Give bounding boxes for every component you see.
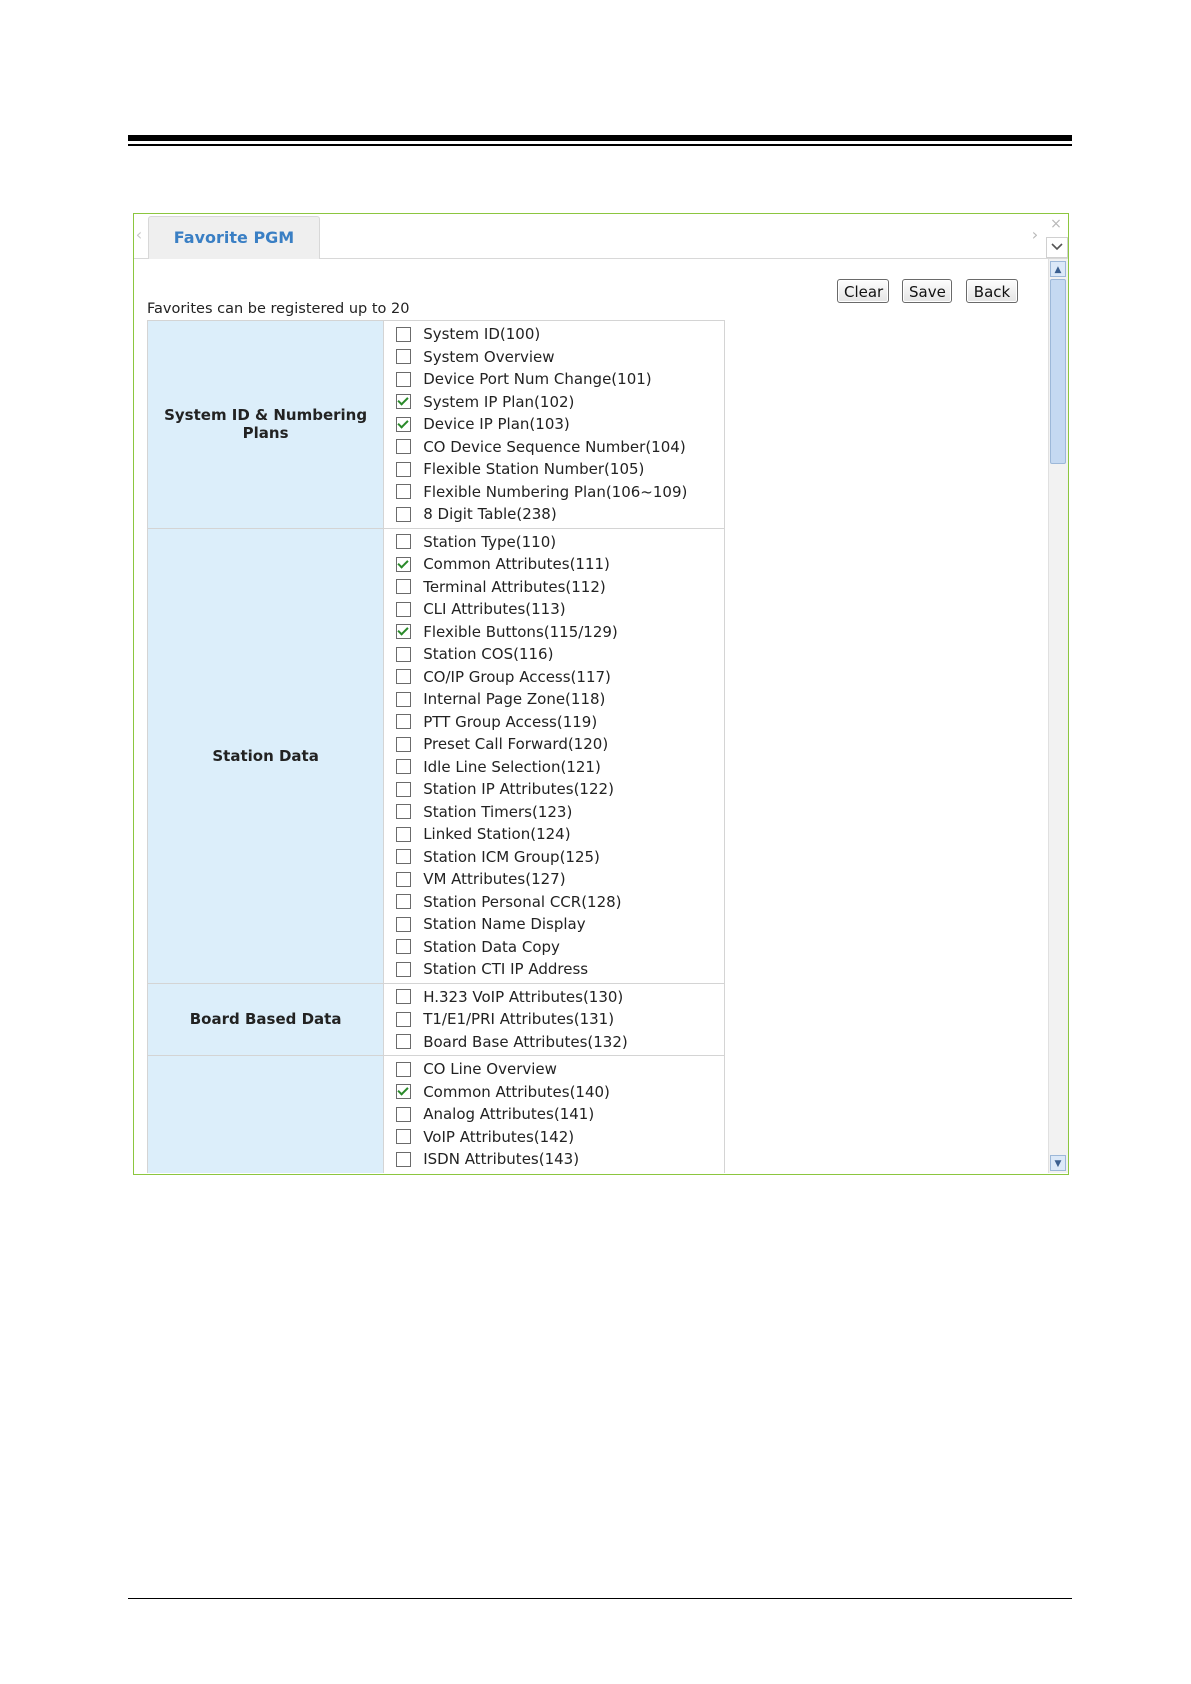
checkbox-checked[interactable] — [396, 624, 411, 639]
favorite-item-label: CLI Attributes(113) — [423, 600, 566, 619]
tab-bar — [134, 214, 1068, 259]
category-items — [384, 528, 725, 983]
favorite-item-label: Internal Page Zone(118) — [423, 690, 606, 709]
favorite-item-label: System Overview — [423, 347, 555, 366]
scroll-up-icon[interactable]: ▲ — [1050, 261, 1066, 277]
favorite-item[interactable] — [384, 711, 724, 734]
checkbox[interactable] — [396, 759, 411, 774]
category-row — [148, 983, 725, 1056]
category-row — [148, 528, 725, 983]
favorite-item[interactable] — [384, 666, 724, 689]
favorite-item[interactable] — [384, 323, 724, 346]
close-icon[interactable]: × — [1050, 216, 1062, 232]
tab-scroll-right-icon[interactable]: › — [1031, 225, 1039, 244]
favorite-item[interactable] — [384, 368, 724, 391]
favorite-item[interactable] — [384, 823, 724, 846]
category-label: Board Based Data — [148, 983, 384, 1056]
checkbox[interactable] — [396, 1107, 411, 1122]
favorite-item-label: Device IP Plan(103) — [423, 415, 570, 434]
footer-rule — [128, 1598, 1072, 1599]
checkbox[interactable] — [396, 1129, 411, 1144]
tab-list-dropdown-icon[interactable] — [1046, 237, 1068, 258]
checkbox[interactable] — [396, 894, 411, 909]
favorite-item-label: Station CTI IP Address — [423, 960, 589, 979]
favorite-item-label: ISDN Attributes(143) — [423, 1150, 580, 1169]
favorite-item-label: Linked Station(124) — [423, 825, 571, 844]
favorite-item[interactable] — [384, 531, 724, 554]
favorite-item[interactable] — [384, 458, 724, 481]
checkbox[interactable] — [396, 484, 411, 499]
checkbox-checked[interactable] — [396, 417, 411, 432]
category-items — [384, 983, 725, 1056]
favorite-item-label: Station Data Copy — [423, 937, 560, 956]
checkbox-checked[interactable] — [396, 394, 411, 409]
favorite-pgm-window — [133, 213, 1069, 1175]
favorite-item-label: Device Port Num Change(101) — [423, 370, 652, 389]
chevron-down-icon — [1051, 243, 1063, 251]
favorite-item-label: Station Personal CCR(128) — [423, 892, 622, 911]
checkbox[interactable] — [396, 439, 411, 454]
favorite-item[interactable] — [384, 936, 724, 959]
favorite-item-label: Flexible Station Number(105) — [423, 460, 645, 479]
checkbox[interactable] — [396, 349, 411, 364]
favorite-item-label: Terminal Attributes(112) — [423, 577, 606, 596]
favorite-item-label: Flexible Numbering Plan(106~109) — [423, 482, 688, 501]
checkbox[interactable] — [396, 804, 411, 819]
back-button[interactable]: Back — [966, 279, 1018, 303]
favorite-item[interactable] — [384, 643, 724, 666]
checkbox[interactable] — [396, 827, 411, 842]
favorite-item[interactable] — [384, 958, 724, 981]
checkbox[interactable] — [396, 737, 411, 752]
favorite-item[interactable] — [384, 1103, 724, 1126]
header-rule-thin — [128, 144, 1072, 146]
checkbox[interactable] — [396, 372, 411, 387]
favorite-item-label: CO Line Overview — [423, 1060, 557, 1079]
checkbox[interactable] — [396, 692, 411, 707]
favorite-item[interactable] — [384, 1148, 724, 1171]
checkbox[interactable] — [396, 917, 411, 932]
category-label — [148, 1056, 384, 1174]
favorite-item-label: System ID(100) — [423, 325, 541, 344]
favorite-item[interactable] — [384, 986, 724, 1009]
favorite-item[interactable] — [384, 733, 724, 756]
category-row — [148, 321, 725, 529]
tab-scroll-left-icon[interactable]: ‹ — [135, 225, 143, 244]
favorite-item[interactable] — [384, 778, 724, 801]
content-area — [134, 259, 1048, 1173]
favorite-item[interactable] — [384, 801, 724, 824]
checkbox[interactable] — [396, 849, 411, 864]
favorite-item-label: Common Attributes(111) — [423, 555, 610, 574]
favorite-item-label: Flexible Buttons(115/129) — [423, 622, 618, 641]
favorite-item[interactable] — [384, 598, 724, 621]
checkbox[interactable] — [396, 989, 411, 1004]
checkbox[interactable] — [396, 1012, 411, 1027]
checkbox[interactable] — [396, 579, 411, 594]
favorite-item[interactable] — [384, 1008, 724, 1031]
favorite-item-label: PTT Group Access(119) — [423, 712, 598, 731]
clear-button[interactable]: Clear — [837, 279, 889, 303]
category-label: Station Data — [148, 528, 384, 983]
favorite-item[interactable] — [384, 553, 724, 576]
favorite-item[interactable] — [384, 621, 724, 644]
checkbox[interactable] — [396, 939, 411, 954]
scrollbar-thumb[interactable] — [1050, 279, 1066, 464]
checkbox[interactable] — [396, 669, 411, 684]
checkbox[interactable] — [396, 1062, 411, 1077]
checkbox[interactable] — [396, 534, 411, 549]
favorite-item-label: H.323 VoIP Attributes(130) — [423, 987, 624, 1006]
checkbox[interactable] — [396, 1152, 411, 1167]
scroll-down-icon[interactable]: ▼ — [1050, 1155, 1066, 1171]
favorite-item[interactable] — [384, 391, 724, 414]
favorite-item-label: 8 Digit Table(238) — [423, 505, 557, 524]
category-row — [148, 1056, 725, 1174]
checkbox[interactable] — [396, 962, 411, 977]
favorite-item[interactable] — [384, 756, 724, 779]
checkbox-checked[interactable] — [396, 557, 411, 572]
favorite-item-label: Station ICM Group(125) — [423, 847, 600, 866]
vertical-scrollbar[interactable] — [1048, 259, 1068, 1173]
favorite-item-label: VoIP Attributes(142) — [423, 1127, 575, 1146]
checkbox[interactable] — [396, 507, 411, 522]
checkbox-checked[interactable] — [396, 1084, 411, 1099]
favorite-item[interactable] — [384, 1081, 724, 1104]
favorite-item[interactable] — [384, 846, 724, 869]
checkbox[interactable] — [396, 714, 411, 729]
favorite-item[interactable] — [384, 436, 724, 459]
favorite-item-label: Station Timers(123) — [423, 802, 573, 821]
favorite-item-label: CO Device Sequence Number(104) — [423, 437, 686, 456]
favorite-item-label: Station COS(116) — [423, 645, 554, 664]
favorite-item-label: System IP Plan(102) — [423, 392, 575, 411]
favorite-item-label: CO/IP Group Access(117) — [423, 667, 611, 686]
favorite-item[interactable] — [384, 346, 724, 369]
favorite-item[interactable] — [384, 868, 724, 891]
favorite-item-label: Station Name Display — [423, 915, 586, 934]
favorite-item-label: T1/E1/PRI Attributes(131) — [423, 1010, 615, 1029]
checkbox[interactable] — [396, 782, 411, 797]
favorite-item[interactable] — [384, 913, 724, 936]
checkbox[interactable] — [396, 647, 411, 662]
header-rule-thick — [128, 135, 1072, 141]
favorites-limit-note: Favorites can be registered up to 20 — [147, 301, 410, 317]
favorite-item[interactable] — [384, 413, 724, 436]
category-items — [384, 321, 725, 529]
favorite-item-label: Analog Attributes(141) — [423, 1105, 595, 1124]
favorite-item-label: Common Attributes(140) — [423, 1082, 610, 1101]
favorite-item-label: Station Type(110) — [423, 532, 557, 551]
save-button[interactable]: Save — [902, 279, 952, 303]
favorite-item-label: Board Base Attributes(132) — [423, 1032, 628, 1051]
favorite-item[interactable] — [384, 1031, 724, 1054]
favorite-item[interactable] — [384, 503, 724, 526]
checkbox[interactable] — [396, 872, 411, 887]
category-items — [384, 1056, 725, 1174]
category-label: System ID & Numbering Plans — [148, 321, 384, 529]
favorite-item-label: VM Attributes(127) — [423, 870, 566, 889]
checkbox[interactable] — [396, 602, 411, 617]
tab-favorite-pgm[interactable]: Favorite PGM — [148, 216, 320, 259]
favorite-item-label: Station IP Attributes(122) — [423, 780, 614, 799]
favorite-item[interactable] — [384, 576, 724, 599]
favorite-item[interactable] — [384, 481, 724, 504]
favorite-item[interactable] — [384, 1058, 724, 1081]
favorites-table — [147, 320, 725, 1173]
favorite-item[interactable] — [384, 688, 724, 711]
checkbox[interactable] — [396, 1034, 411, 1049]
favorite-item[interactable] — [384, 1126, 724, 1149]
favorite-item-label: Idle Line Selection(121) — [423, 757, 601, 776]
favorite-item[interactable] — [384, 891, 724, 914]
checkbox[interactable] — [396, 462, 411, 477]
checkbox[interactable] — [396, 327, 411, 342]
favorite-item-label: Preset Call Forward(120) — [423, 735, 609, 754]
